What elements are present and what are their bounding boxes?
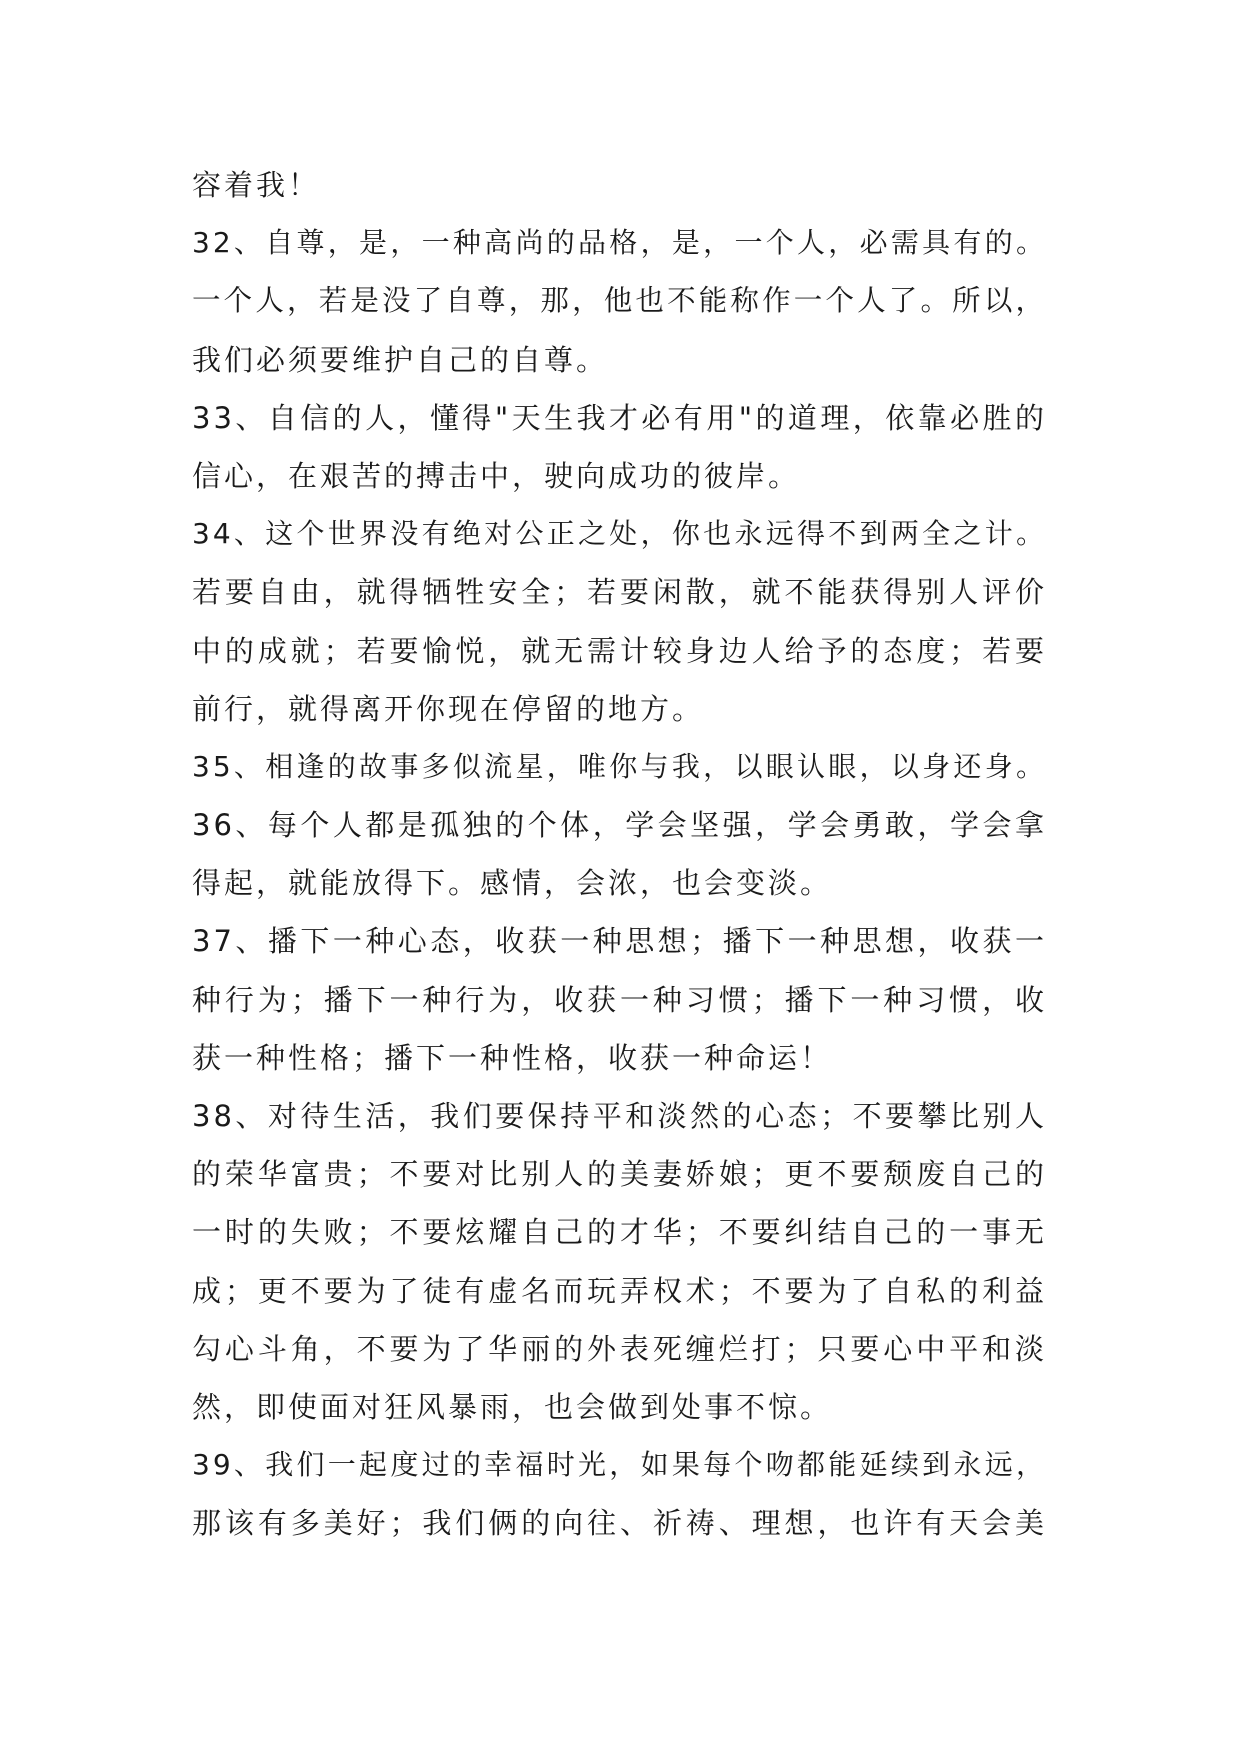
text-line: 38、对待生活，我们要保持平和淡然的心态；不要攀比别人 — [192, 1099, 1047, 1133]
text-line: 成；更不要为了徒有虚名而玩弄权术；不要为了自私的利益 — [192, 1273, 1047, 1308]
text-line: 一个人，若是没了自尊，那，他也不能称作一个人了。所以， — [192, 284, 1047, 318]
body-text — [192, 156, 1047, 1553]
text-line: 33、自信的人，懂得"天生我才必有用"的道理，依靠必胜的 — [192, 400, 1047, 435]
text-line: 34、这个世界没有绝对公正之处，你也永远得不到两全之计。 — [192, 517, 1047, 551]
text-line: 勾心斗角，不要为了华丽的外表死缠烂打；只要心中平和淡 — [192, 1331, 1047, 1366]
text-line: 35、相逢的故事多似流星，唯你与我，以眼认眼，以身还身。 — [192, 749, 1047, 783]
text-line: 种行为；播下一种行为，收获一种习惯；播下一种习惯，收 — [192, 982, 1047, 1017]
text-line: 中的成就；若要愉悦，就无需计较身边人给予的态度；若要 — [192, 633, 1047, 668]
text-line: 的荣华富贵；不要对比别人的美妻娇娘；更不要颓废自己的 — [192, 1157, 1047, 1192]
text-line: 得起，就能放得下。感情，会浓，也会变淡。 — [192, 866, 833, 901]
text-line: 获一种性格；播下一种性格，收获一种命运！ — [192, 1040, 833, 1075]
text-line: 然，即使面对狂风暴雨，也会做到处事不惊。 — [192, 1389, 833, 1424]
text-line: 36、每个人都是孤独的个体，学会坚强，学会勇敢，学会拿 — [192, 808, 1047, 843]
text-line: 容着我！ — [192, 168, 321, 202]
text-line: 32、自尊，是，一种高尚的品格，是，一个人，必需具有的。 — [192, 226, 1047, 260]
text-line: 信心，在艰苦的搏击中，驶向成功的彼岸。 — [192, 458, 801, 493]
text-line: 37、播下一种心态，收获一种思想；播下一种思想，收获一 — [192, 924, 1047, 959]
text-line: 我们必须要维护自己的自尊。 — [192, 342, 609, 377]
text-line: 39、我们一起度过的幸福时光，如果每个吻都能延续到永远， — [192, 1448, 1047, 1482]
text-line: 那该有多美好；我们俩的向往、祈祷、理想，也许有天会美 — [192, 1506, 1047, 1541]
text-line: 一时的失败；不要炫耀自己的才华；不要纠结自己的一事无 — [192, 1215, 1047, 1250]
text-line: 前行，就得离开你现在停留的地方。 — [192, 691, 705, 726]
text-line: 若要自由，就得牺牲安全；若要闲散，就不能获得别人评价 — [192, 575, 1047, 610]
